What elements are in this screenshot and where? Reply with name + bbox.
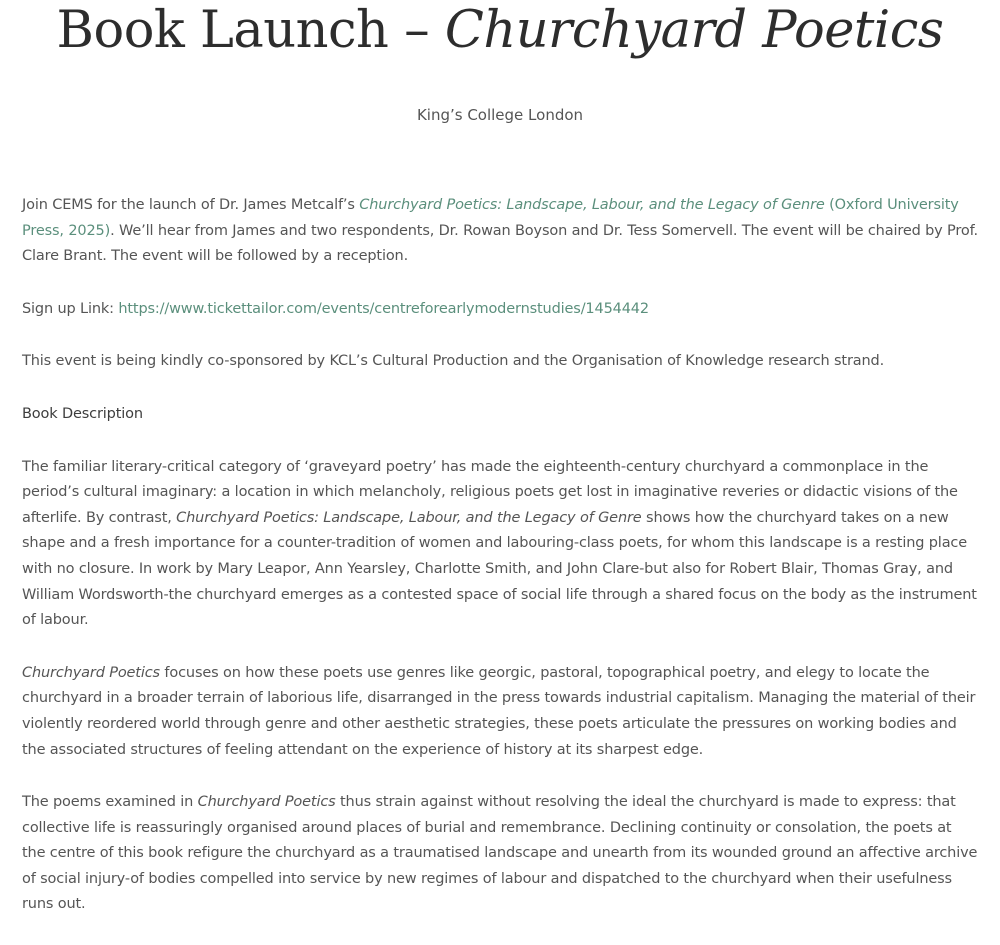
desc3-book-title: Churchyard Poetics [197,794,336,811]
intro-text-end: . We’ll hear from James and two respondents, Dr. Rowan Boyson and Dr. Tess Somervell. The event will be chaired by Prof. Clare Brant. The event will be followed by a reception. [22,222,978,265]
title-prefix: Book Launch – [56,1,445,60]
desc2-text: focuses on how these poets use genres like georgic, pastoral, topographical poetry, and elegy to locate the churchyard in a broader terrain of laborious life, disarranged in the press towards industrial capitalism. Managing the material of their violently reordered world through genre and other aesthetic strategies, these poets articulate the pressures on working bodies and the associated structures of feeling attendant on the experience of history at its sharpest edge. [22,664,976,758]
book-description-heading: Book Description [22,405,143,422]
book-title-italic[interactable]: Churchyard Poetics: Landscape, Labour, and the Legacy of Genre [359,197,825,213]
description-paragraph-1 [22,455,978,634]
desc1-text-end: shows how the churchyard takes on a new shape and a fresh importance for a counter-tradition of women and labouring-class poets, for whom this landscape is a resting place with no closure. In work by Mary Leapor, Ann Yearsley, Charlotte Smith, and John Clare-but also for Robert Blair, Thomas Gray, and William Wordsworth-the churchyard emerges as a contested space of social life through a shared focus on the body as the instrument of labour. [22,509,977,629]
desc3-text-end: thus strain against without resolving the ideal the churchyard is made to express: that collective life is reassuringly organised around places of burial and remembrance. Declining continuity or consolation, the poets at the centre of this book refigure the churchyard as a traumatised landscape and unearth from its wounded ground an affective archive of social injury-of bodies compelled into service by new regimes of labour and dispatched to the churchyard when their usefulness runs out. [22,794,978,913]
page-title [0,0,1000,60]
desc2-book-title: Churchyard Poetics [22,664,160,681]
signup-label: Sign up Link: [22,300,119,317]
desc1-text-start: The familiar literary-critical category of ‘graveyard poetry’ has made the eighteenth-century churchyard a commonplace in the period’s cultural imaginary: a location in which melancholy, religious poets get lost in imaginative reveries or didactic visions of the afterlife. By contrast, [22,458,958,526]
signup-link[interactable]: https://www.tickettailor.com/events/centreforearlymodernstudies/1454442 [118,300,649,317]
description-paragraph-2 [22,661,978,763]
sponsor-paragraph: This event is being kindly co-sponsored by KCL’s Cultural Production and the Organisation of Knowledge research strand. [22,353,885,370]
title-book-name: Churchyard Poetics [444,1,944,60]
publisher-text[interactable]: (Oxford University Press, 2025) [22,197,959,239]
signup-paragraph [22,297,978,323]
desc1-book-title: Churchyard Poetics: Landscape, Labour, and the Legacy of Genre [176,509,642,526]
description-paragraph-3 [22,790,978,918]
intro-text-start: Join CEMS for the launch of Dr. James Metcalf’s [22,197,360,213]
desc3-text-start: The poems examined in [22,794,198,811]
institution-name: King’s College London [416,106,584,124]
event-content [22,193,978,945]
intro-paragraph [22,193,978,270]
